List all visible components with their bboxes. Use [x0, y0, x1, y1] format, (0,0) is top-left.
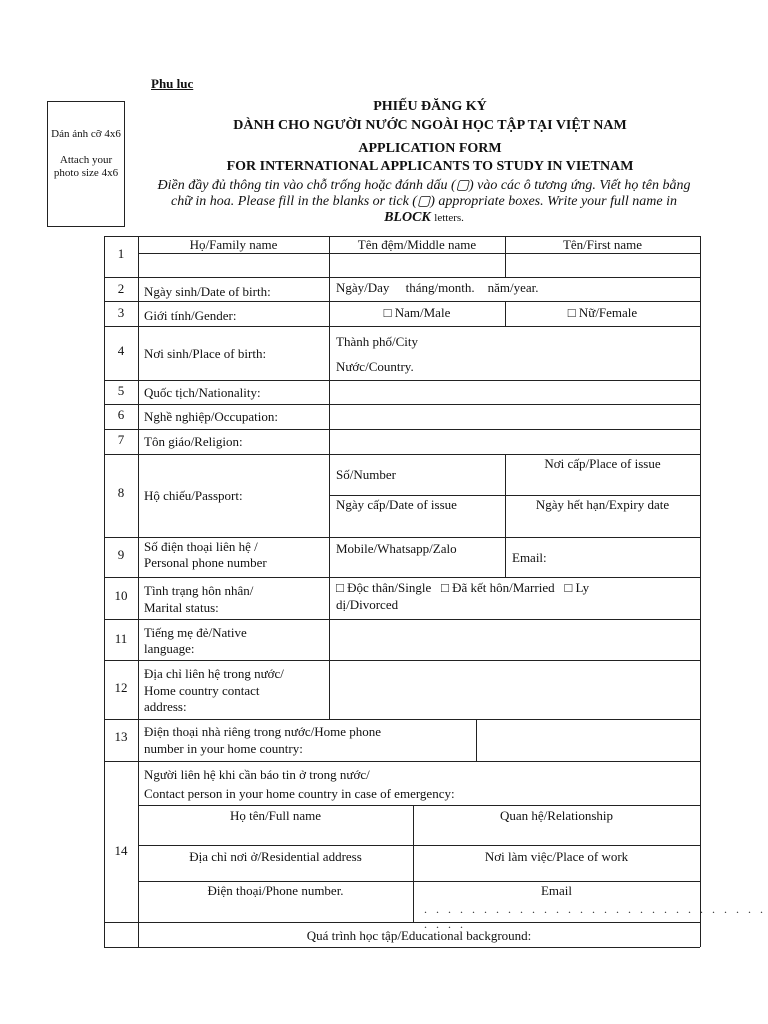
- form-subtitle-en: FOR INTERNATIONAL APPLICANTS TO STUDY IN VIETNAM: [226, 159, 634, 174]
- column-divider: [505, 537, 506, 577]
- row-number: 4: [117, 343, 125, 358]
- row-divider: [104, 577, 700, 578]
- native-language-input[interactable]: [330, 620, 699, 659]
- phone-label: Số điện thoại liên hệ /: [144, 539, 258, 554]
- native-language-label: Tiếng mẹ đẻ/Native: [144, 625, 247, 640]
- emergency-contact-label-en: Contact person in your home country in case of emergency:: [144, 786, 455, 801]
- row-divider: [104, 454, 700, 455]
- marital-status-divorced-option[interactable]: dị/Divorced: [336, 597, 399, 612]
- row-divider: [138, 881, 700, 882]
- nationality-input[interactable]: [330, 381, 699, 403]
- photo-attachment-box[interactable]: [47, 101, 125, 227]
- table-border: [104, 947, 700, 948]
- email-field[interactable]: Email:: [512, 550, 547, 565]
- religion-label: Tôn giáo/Religion:: [144, 434, 243, 449]
- country-field[interactable]: Nước/Country.: [336, 359, 414, 374]
- family-name-input[interactable]: [139, 254, 328, 276]
- photo-label-en: Attach your photo size 4x6: [53, 154, 119, 179]
- emergency-contact-label: Người liên hệ khi cần báo tin ở trong nước/: [144, 767, 370, 782]
- date-of-birth-field[interactable]: Ngày/Day tháng/month. năm/year.: [336, 280, 539, 295]
- middle-name-input[interactable]: [330, 254, 504, 276]
- religion-input[interactable]: [330, 430, 699, 453]
- row-number: 8: [117, 485, 125, 500]
- home-address-label-en: Home country contact: [144, 683, 260, 698]
- home-phone-input[interactable]: [477, 720, 699, 760]
- photo-label-vi: Dán ảnh cỡ 4x6: [51, 128, 121, 140]
- gender-male-checkbox[interactable]: □ Nam/Male: [383, 305, 451, 320]
- row-divider: [329, 495, 700, 496]
- mobile-field[interactable]: Mobile/Whatsapp/Zalo: [336, 541, 457, 556]
- instructions-part3: ) appropriate boxes. Write your full name in: [430, 194, 677, 209]
- home-address-label-en-2: address:: [144, 699, 187, 714]
- appendix-label: Phu luc: [151, 76, 194, 91]
- native-language-label-en: language:: [144, 641, 195, 656]
- educational-background-header: Quá trình học tập/Educational background:: [306, 928, 532, 943]
- tick-box-icon: ▢: [416, 194, 431, 209]
- gender-label: Giới tính/Gender:: [144, 308, 237, 323]
- place-of-issue-field[interactable]: Nơi cấp/Place of issue: [544, 456, 661, 471]
- row-number: 7: [117, 432, 125, 447]
- marital-status-label: Tình trạng hôn nhân/: [144, 583, 254, 598]
- place-of-birth-label: Nơi sinh/Place of birth:: [144, 346, 267, 361]
- marital-status-label-en: Marital status:: [144, 600, 219, 615]
- home-phone-label-en: number in your home country:: [144, 741, 303, 756]
- contact-address-field[interactable]: Địa chỉ nơi ở/Residential address: [189, 849, 362, 864]
- instructions-block: BLOCK: [384, 210, 431, 225]
- row-divider: [104, 277, 700, 278]
- date-of-issue-field[interactable]: Ngày cấp/Date of issue: [336, 497, 457, 512]
- instructions-letters: letters.: [434, 212, 464, 224]
- row-number: 5: [117, 383, 125, 398]
- phone-label-en: Personal phone number: [144, 555, 267, 570]
- marital-status-options[interactable]: □ Độc thân/Single □ Đã kết hôn/Married □ Ly: [336, 580, 590, 595]
- city-field[interactable]: Thành phố/City: [336, 334, 418, 349]
- row-divider: [104, 301, 700, 302]
- contact-phone-field[interactable]: Điện thoại/Phone number.: [207, 883, 344, 898]
- instructions-part2: ) vào các ô tương ứng. Viết họ tên bằng chữ in hoa. Please fill in the blanks or tick (: [170, 178, 691, 209]
- form-title-vi: PHIẾU ĐĂNG KÝ: [373, 99, 487, 114]
- row-number: 14: [114, 843, 128, 858]
- row-number: 6: [117, 407, 125, 422]
- table-border: [700, 236, 701, 947]
- date-of-birth-label: Ngày sinh/Date of birth:: [144, 284, 271, 299]
- row-divider: [104, 761, 700, 762]
- home-address-input[interactable]: [330, 661, 699, 718]
- row-number: 11: [114, 631, 128, 646]
- row-number: 2: [117, 281, 125, 296]
- row-divider: [138, 845, 700, 846]
- row-number: 9: [117, 547, 125, 562]
- tick-box-icon: ▢: [455, 178, 469, 193]
- instructions-part1: Điền đầy đủ thông tin vào chỗ trống hoặc đánh dấu (: [157, 178, 456, 193]
- row-number: 10: [114, 588, 128, 603]
- nationality-label: Quốc tịch/Nationality:: [144, 385, 261, 400]
- passport-label: Hộ chiếu/Passport:: [144, 488, 243, 503]
- gender-female-checkbox[interactable]: □ Nữ/Female: [567, 305, 638, 320]
- occupation-input[interactable]: [330, 405, 699, 428]
- passport-number-field[interactable]: Số/Number: [336, 467, 396, 482]
- row-number: 1: [117, 246, 125, 261]
- first-name-input[interactable]: [506, 254, 699, 276]
- column-divider: [138, 236, 139, 947]
- form-title-en: APPLICATION FORM: [358, 141, 502, 156]
- row-divider: [104, 537, 700, 538]
- middle-name-header: Tên đệm/Middle name: [357, 237, 477, 252]
- row-number: 3: [117, 305, 125, 320]
- row-divider: [138, 805, 700, 806]
- contact-relationship-field[interactable]: Quan hệ/Relationship: [499, 808, 613, 823]
- home-phone-label: Điện thoại nhà riêng trong nước/Home phone: [144, 724, 382, 739]
- row-number: 13: [114, 729, 128, 744]
- row-divider: [104, 326, 700, 327]
- email-dotted-line: . . . . . . . . . . . . . . . . . . . . . . . . . . . . . . . . .: [424, 902, 766, 931]
- instructions: [150, 178, 698, 226]
- contact-full-name-field[interactable]: Họ tên/Full name: [230, 808, 321, 823]
- row-number: 12: [114, 680, 128, 695]
- home-address-label: Địa chỉ liên hệ trong nước/: [144, 666, 284, 681]
- expiry-date-field[interactable]: Ngày hết hạn/Expiry date: [535, 497, 670, 512]
- family-name-header: Họ/Family name: [189, 237, 278, 252]
- first-name-header: Tên/First name: [562, 237, 643, 252]
- contact-email-field[interactable]: Email: [540, 883, 573, 898]
- occupation-label: Nghề nghiệp/Occupation:: [144, 409, 278, 424]
- form-subtitle-vi: DÀNH CHO NGƯỜI NƯỚC NGOÀI HỌC TẬP TẠI VIỆT NAM: [233, 118, 627, 133]
- contact-workplace-field[interactable]: Nơi làm việc/Place of work: [484, 849, 629, 864]
